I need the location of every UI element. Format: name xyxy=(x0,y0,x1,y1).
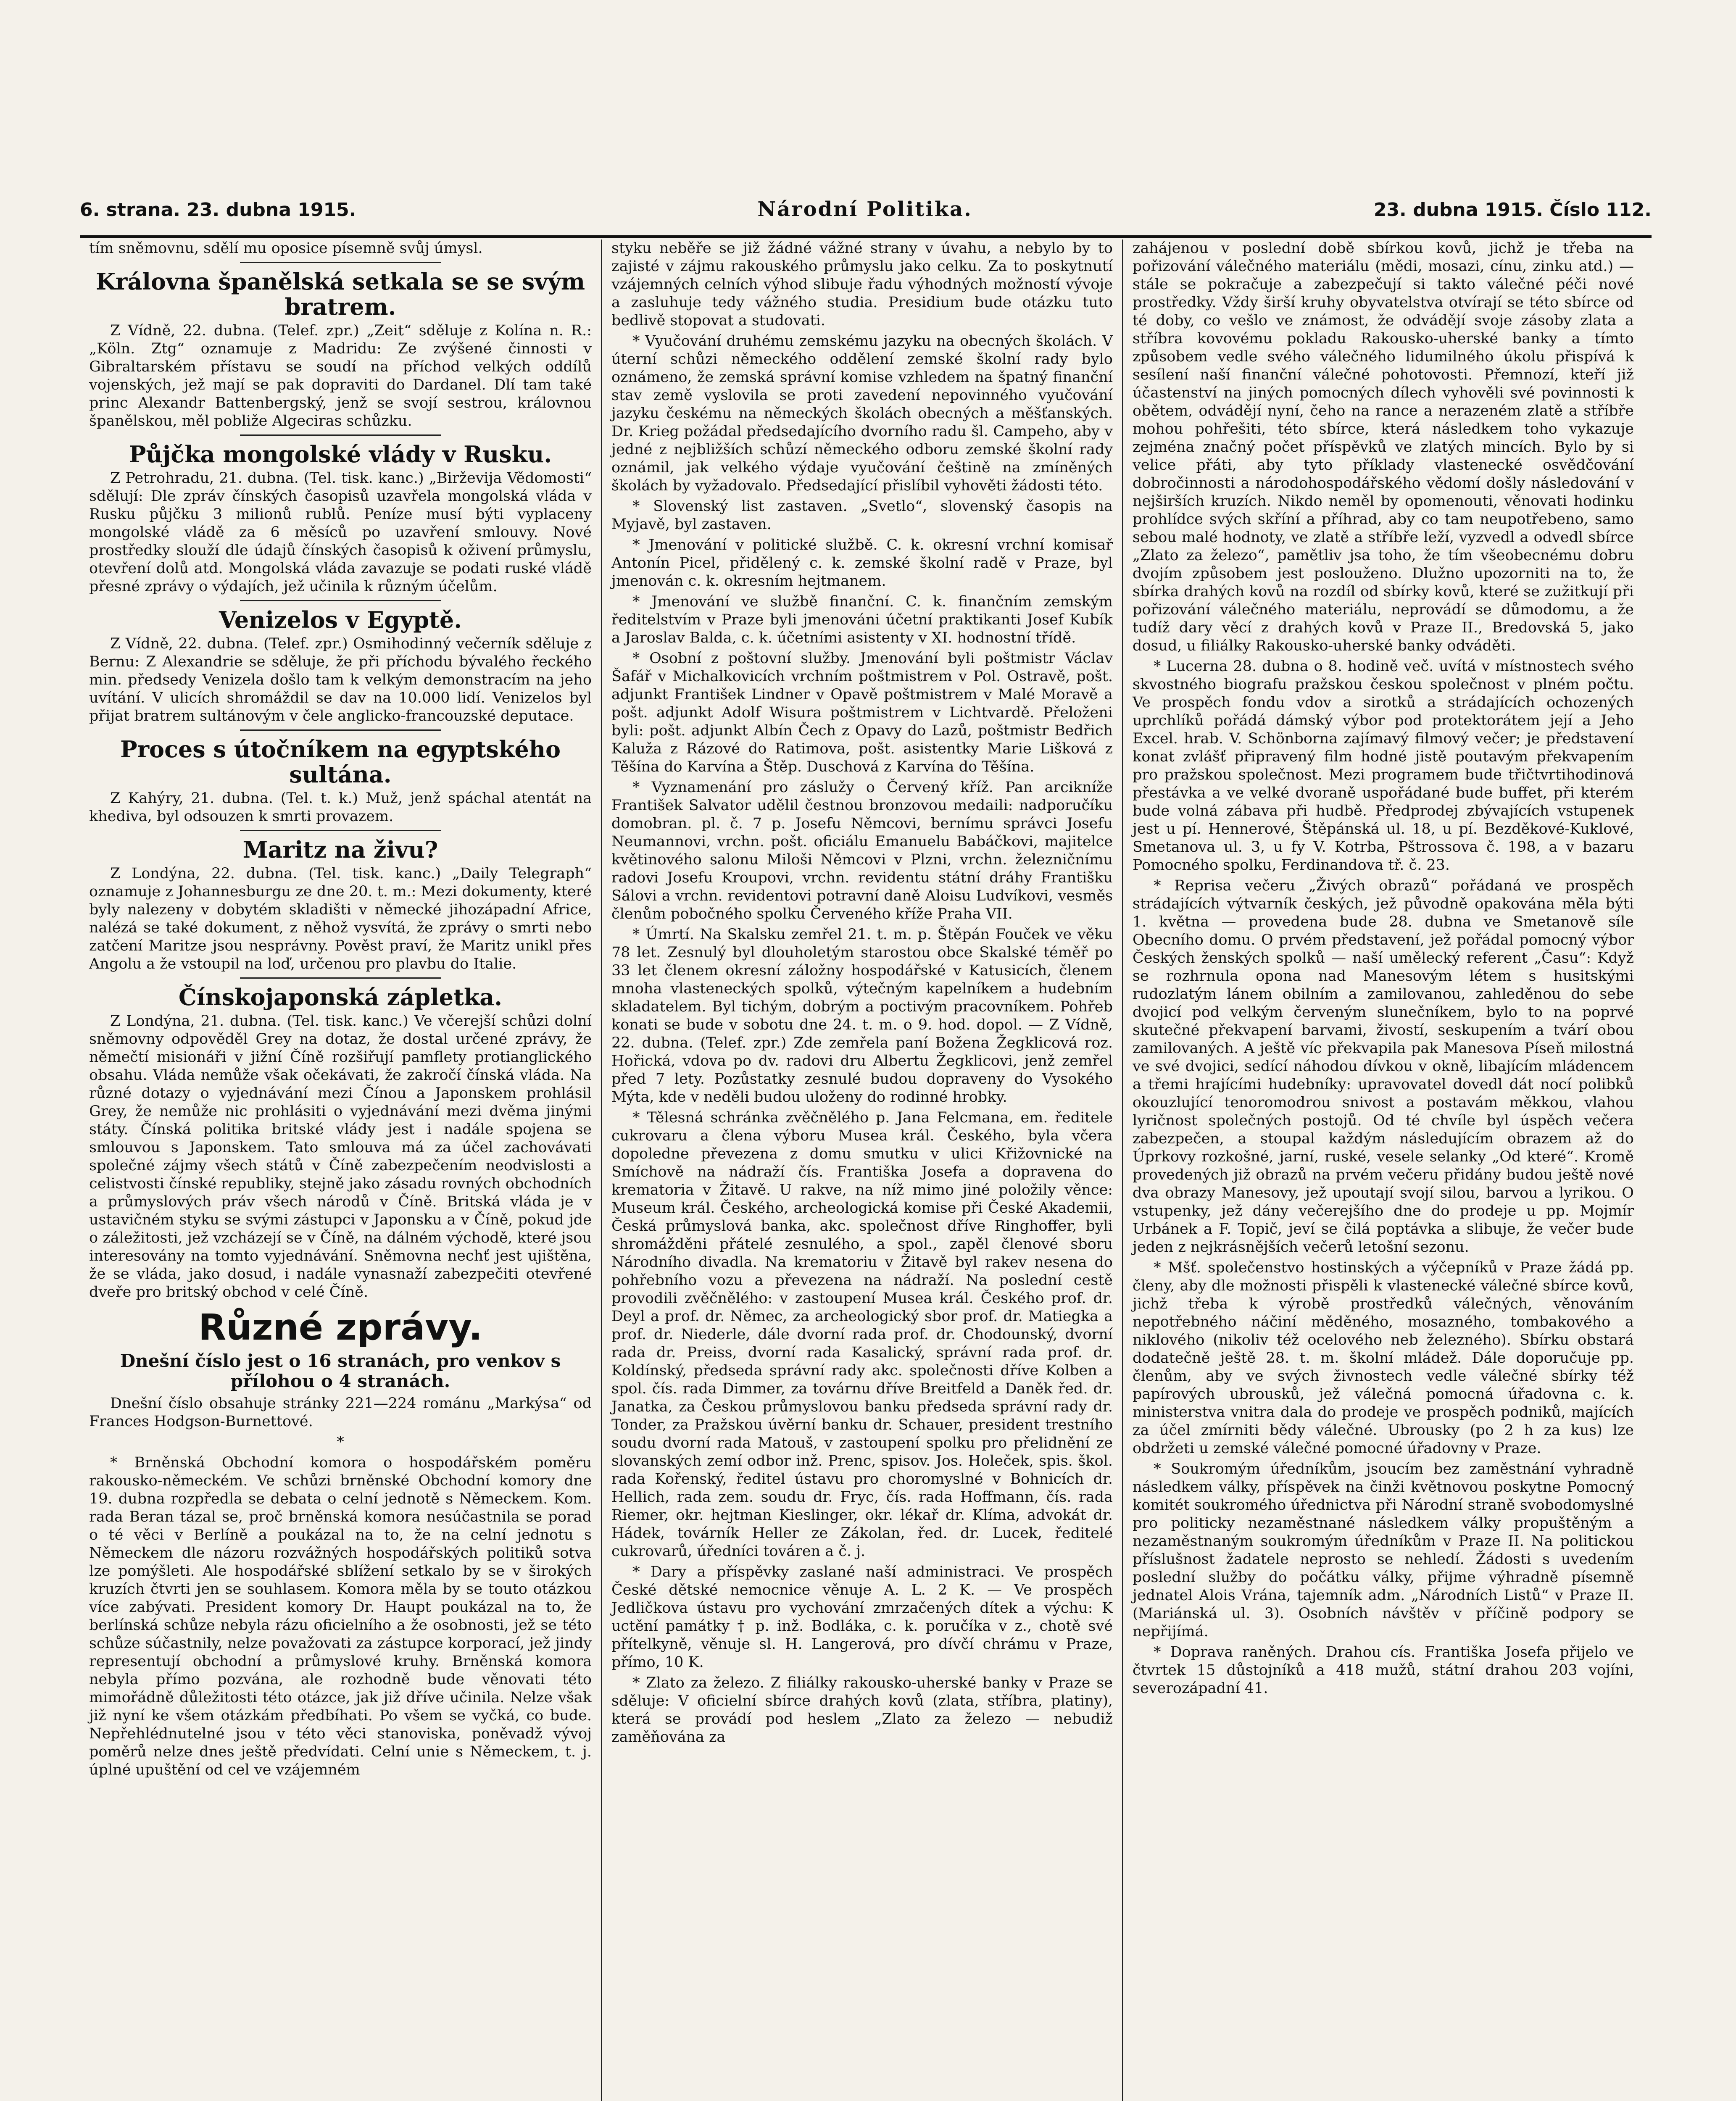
paragraph: * Úmrtí. Na Skalsku zemřel 21. t. m. p. Štěpán Fouček ve věku 78 let. Zesnulý byl dlouholetým starostou obce Skalské téměř po 33 let členem okresní záložny hospodářské v Katusicích, členem mnoha vlasteneckých spolků, výtečným kapelníkem a hudebním skladatelem. Byl tichým, dobrým a poctivým pracovníkem. Pohřeb konati se bude v sobotu dne 24. t. m. o 9. hod. dopol. — Z Vídně, 22. dubna. (Telef. zpr.) Zde zemřela paní Božena Žegklicová roz. Hořická, vdova po dv. radovi dru Albertu Žegklicovi, jenž zemřel před 7 lety. Pozůstatky zesnulé budou dopraveny do Vysokého Mýta, kde v neděli budou uloženy do rodinné hrobky. xyxy=(611,926,1113,1106)
column-1 xyxy=(80,240,601,2101)
headline: Maritz na živu? xyxy=(242,836,438,863)
paragraph: Z Kahýry, 21. dubna. (Tel. t. k.) Muž, jenž spáchal atentát na khediva, byl odsouzen k smrti provazem. xyxy=(89,790,592,825)
paragraph: * Zlato za železo. Z filiálky rakousko-uherské banky v Praze se sděluje: V oficielní sbírce drahých kovů (zlata, stříbra, platiny), která se provádí pod heslem „Zlato za železo — nebudiž zaměňována za xyxy=(611,1674,1113,1746)
divider xyxy=(240,262,441,263)
divider xyxy=(240,434,441,436)
separator-star: * xyxy=(337,1434,344,1451)
divider xyxy=(240,729,441,731)
divider xyxy=(240,600,441,601)
paragraph: * Mšť. společenstvo hostinských a výčepníků v Praze žádá pp. členy, aby dle možnosti přispěli k vlastenecké válečné sbírce kovů, jichž třeba k výrobě prostředků válečných, věnováním nepotřebného náčiní měděného, mosazného, tombakového a niklového (nikoliv též ocelového neb železného). Sbírku obstará dodatečně ještě 28. t. m. školní mládež. Dále doporučuje pp. členům, aby ve svých živnostech vedle válečné sbírky též papírových ubrousků, jež válečná pomocná úřadovna c. k. ministerstva vnitra dala do prodeje ve prospěch podniků, majících za účel zmírniti bědy válečné. Ubrousky (po 2 h za kus) lze obdržeti u zemské válečné pomocné úřadovny v Praze. xyxy=(1133,1259,1634,1457)
paragraph: styku neběře se již žádné vážné strany v úvahu, a nebylo by to zajisté v zájmu rakouského průmyslu jako celku. Za to poskytnutí vzájemných celních výhod slibuje řadu výhodných možností vývoje a zasluhuje tedy vážného studia. Presidium bude otázku tuto bedlivě stopovat a studovati. xyxy=(611,240,1113,329)
paragraph: Dnešní číslo obsahuje stránky 221—224 románu „Markýsa“ od Frances Hodgson-Burnettové. xyxy=(89,1395,592,1430)
paragraph: Z Londýna, 21. dubna. (Tel. tisk. kanc.) Ve včerejší schůzi dolní sněmovny odpověděl Grey na dotaz, že dostal určené zprávy, že němečtí misionáři v jižní Číně rozšiřují pamflety protianglického obsahu. Vláda nemůže však očekávati, že zakročí čínská vláda. Na různé dotazy o vyjednávání mezi Čínou a Japonskem prohlásil Grey, že nemůže nic prohlásiti o vyjednávání mezi dvěma jinými státy. Čínská politika britské vlády jest i nadále spojena se smlouvou s Japonskem. Tato smlouva má za účel zachovávati společné zájmy všech států v Číně zabezpečením neodvislosti a celistvosti čínské republiky, stejně jako zásadu rovných obchodních a průmyslových práv všech národů v Číně. Britská vláda je v ustavičném styku se svými zástupci v Japonsku a v Číně, pokud jde o záležitosti, jež vzcházejí se v Číně, na dálném východě, které jsou interesovány na tomto vyjednávání. Sněmovna nechť jest ujištěna, že se vláda, jako dosud, i nadále vynasnaží zabezpečiti otevřené dveře pro britský obchod v celé Číně. xyxy=(89,1013,592,1301)
paragraph: zahájenou v poslední době sbírkou kovů, jichž je třeba na pořizování válečného materiálu (mědi, mosazi, cínu, zinku atd.) — stále se pokračuje a zabezpečují si takto válečné péči nové prostředky. Vždy širší kruhy obyvatelstva otvírají se této sbírce od té doby, co vešlo ve známost, že odvádějí svoje zásoby zlata a stříbra kovovému pokladu Rakousko-uherské banky a tímto způsobem vedle svého válečného lidumilného úkolu přispívá k sesílení naší finanční válečné pohotovosti. Přemnozí, kteří již účastenství na jiných pomocných dílech vyhověli své povinnosti k obětem, odvádějí nyní, čeho na rance a nerazeném zlatě a stříbře mohou pohřešiti, této sbírce, která následkem toho vykazuje zejména značný počet příspěvků ve zlatých mincích. Bylo by si velice přáti, aby tyto příklady vlastenecké osvědčování dobročinnosti a národohospodářského vědomí došly následování v nejširších kruzích. Nikdo neměl by opomenouti, věnovati hodinku prohlídce svých skříní a příhrad, aby co tam neupotřebeno, samo sebou malé hodnoty, ve zlatě a stříbře leží, vyzvedl a odvedl sbírce „Zlato za železo“, pamětliv jsa toho, že tím všeobecnému dobru dvojím způsobem jest poslouženo. Dlužno upozorniti na to, že sbírka drahých kovů na rozdíl od sbírky kovů, které se zužitkují při pořizování válečného materiálu, neprovádí se důmodomu, a že tudíž dary věcí z drahých kovů v Praze II., Bredovská 5, jako dosud, u filiálky Rakousko-uherské banky odváděti. xyxy=(1133,240,1634,654)
paragraph: * Osobní z poštovní služby. Jmenování byli poštmistr Václav Šafář v Michalkovicích vrchním poštmistrem v Pol. Ostravě, pošt. adjunkt František Lindner v Opavě poštmistrem v Malé Moravě a pošt. adjunkt Adolf Wisura poštmistrem v Lichtvardě. Přeloženi byli: pošt. adjunkt Albín Čech z Opavy do Lazů, poštmistr Bedřich Kaluža z Rázové do Ratimova, pošt. asistentky Marie Lišková z Těšína do Karvína a Štěp. Duschová z Karvína do Těšína. xyxy=(611,650,1113,775)
subheadline: Dnešní číslo jest o 16 stranách, pro venkov s přílohou o 4 stranách. xyxy=(120,1351,561,1391)
paragraph: * Vyučování druhému zemskému jazyku na obecných školách. V úterní schůzi německého oddělení zemské školní rady bylo oznámeno, že zemská správní komise vzhledem na špatný finanční stav země vyslovila se proti zavedení nepovinného vyučování jazyku českému na německých školách obecných a měšťanských. Dr. Krieg požádal předsedajícího dvorního radu šl. Campeho, aby v jedné z nejbližších schůzí německého odboru zemské školní rady oznámil, jak velkého výdaje vyučování češtině na zmíněných školách by vyžadovalo. Předsedající přislíbil vyhověti žádosti této. xyxy=(611,333,1113,494)
column-3 xyxy=(1122,240,1643,2101)
page-header xyxy=(80,197,1652,238)
paragraph: * Vyznamenání pro záslužy o Červený kříž. Pan arcikníže František Salvator udělil čestnou bronzovou medaili: nadporučíku domobran. pl. č. 7 p. Josefu Němcovi, bernímu správci Josefu Neumannovi, vrchn. pošt. oficiálu Emanuelu Babáčkovi, majitelce květinového salonu Miloši Němcovi v Plzni, vrchn. železničnímu radovi Josefu Kroupovi, vrchn. revidentu státní dráhy Františku Sálovi a vrchn. revidentovi potravní daně Aloisu Ludvíkovi, vesměs členům pobočného spolku Červeného kříže Praha VII. xyxy=(611,779,1113,922)
divider xyxy=(240,977,441,979)
newspaper-page xyxy=(80,197,1652,2101)
header-left: 6. strana. 23. dubna 1915. xyxy=(80,199,356,221)
headline: Proces s útočníkem na egyptského sultána. xyxy=(120,736,561,788)
section-title: Různé zprávy. xyxy=(198,1306,482,1348)
paragraph: * Jmenování v politické službě. C. k. okresní vrchní komisař Antonín Picel, přidělený c. k. zemské školní radě v Praze, byl jmenován c. k. okresním hejtmanem. xyxy=(611,537,1113,590)
paragraph: * Dary a příspěvky zaslané naší administraci. Ve prospěch České dětské nemocnice věnuje A. L. 2 K. — Ve prospěch Jedličkova ústavu pro vychování zmrzačených dítek a výchu: K uctění památky † p. inž. Bodláka, c. k. poručíka v z., chotě své přítelkyně, věnuje sl. H. Langerová, pro dívčí chrámu v Praze, přímo, 10 K. xyxy=(611,1564,1113,1671)
paragraph: Z Vídně, 22. dubna. (Telef. zpr.) Osmihodinný večerník sděluje z Bernu: Z Alexandrie se sděluje, že při příchodu bývalého řeckého min. předsedy Venizela došlo tam k velkým demonstracím na jeho uvítání. V ulicích shromáždil se dav na 10.000 lidí. Venizelos byl přijat bratrem sultánovým v čele anglicko-francouzské deputace. xyxy=(89,635,592,724)
headline: Královna španělská setkala se se svým bratrem. xyxy=(95,268,585,320)
paragraph: * Tělesná schránka zvěčnělého p. Jana Felcmana, em. ředitele cukrovaru a člena výboru Musea král. Českého, byla včera dopoledne převezena z domu smutku v ulici Křižovnické na Smíchově na nádraží čís. Františka Josefa a dopravena do krematoria v Žitavě. U rakve, na níž mimo jiné položily věnce: Museum král. Českého, archeologická komise při České Akademii, Česká průmyslová banka, akc. společnost dříve Ringhoffer, byli shromážděni přátelé zesnulého, a spol., zapěl členové sboru Národního divadla. Na krematoriu v Žitavě byl rakev nesena do pohřebního vozu a převezena na nádraží. Na poslední cestě provodili zvěčnělého: v zastoupení Musea král. Českého prof. dr. Deyl a prof. dr. Němec, za archeologický sbor prof. dr. Matiegka a prof. dr. Niederle, dále dvorní rada prof. dr. Chodounský, dvorní rada dr. Preiss, dvorní rada Kasalický, správní rada prof. dr. Koldínský, předseda správní rady akc. společnosti dříve Kolben a spol. čís. rada Dimmer, za továrnu dříve Breitfeld a Daněk řed. dr. Janatka, za Českou průmyslovou banku předseda správní rady dr. Tonder, za Pražskou úvěrní banku dr. Schauer, president trestního soudu dvorní rada Matouš, v zastoupení spolku pro přelidnění ze slovanských zemí odbor inž. Prenc, spisov. Jos. Holeček, spis. škol. rada Kořenský, ředitel ústavu pro choromyslné v Bohnicích dr. Hellich, rada zem. soudu dr. Fryc, čís. rada Hoffmann, čís. rada Riemer, okr. hejtman Kieslinger, okr. lékař dr. Klíma, advokát dr. Hádek, továrník Heller ze Zákolan, řed. dr. Lucek, ředitelé cukrovarů, úředníci továren a č. j. xyxy=(611,1109,1113,1560)
masthead: Národní Politika. xyxy=(757,197,972,221)
divider xyxy=(240,830,441,831)
paragraph: * Reprisa večeru „Živých obrazů“ pořádaná ve prospěch strádajících výtvarník českých, jež původně opakována měla býti 1. května — provedena bude 28. dubna ve Smetanově síle Obecního domu. O prvém představení, jež pořádal pomocný výbor Českých ženských spolků — naší umělecký referent „Času“: Když se rozhrnula opona nad Manesovým létem s husitskými rudozlatým lánem obilním a zamilovanou, zahleděnou do sebe dvojicí pod velkým červeným slunečníkem, bylo to na poprvé skutečné překvapení barvami, živostí, seskupením a tvárí obou zamilovaných. A ještě víc překvapila pak Manesova Píseň milostná ve své dvojici, sedící náhodou dívkou v okně, libajícím mládencem a třemi hrajícími hudebníky: upravovatel dovedl dát nocí polibků okouzlující tenoromodrou snivost a postavám měkkou, vlahou lyričnost společných postojů. Od té chvíle byl úspěch večera zabezpečen, a stoupal každým následujícím obrazem až do Úprkovy rozkošné, jarní, ruské, vesele selanky „Od které“. Kromě provedených již obrazů na prvém večeru přidány budou ještě nové dva obrazy Manesovy, jež upoutají svojí silou, barvou a lyrikou. O vstupenky, jež dány večerejšího dne do prodeje u pp. Mojmír Urbánek a F. Topič, jeví se čilá poptávka a slibuje, že večer bude jeden z nejkrásnějších večerů letošní sezonu. xyxy=(1133,877,1634,1256)
paragraph: * Brněnská Obchodní komora o hospodářském poměru rakousko-německém. Ve schůzi brněnské Obchodní komory dne 19. dubna rozpředla se debata o celní jednotě s Německem. Kom. rada Beran tázal se, proč brněnská komora nesúčastnila se porad o té věci v Berlíně a poukázal na to, že na celní jednotu s Německem dle názoru rozvážných hospodářských politiků sotva lze pomýšleti. Ale hospodářské sblížení setkalo by se v širokých kruzích čtvrti jen se souhlasem. Komora měla by se touto otázkou více zabývati. President komory Dr. Haupt poukázal na to, že berlínská schůze nebyla rázu oficielního a že osobnosti, jež se této schůze súčastnily, nelze považovati za zástupce korporací, jež jindy representují obchodní a průmyslové kruhy. Brněnská komora nebyla přímo pozvána, ale rozhodně bude věnovati této mimořádně důležitosti této otázce, jak již dříve učinila. Nelze však již nyní ke všem otázkám předbíhati. Po všem se vyčká, co bude. Nepřehlédnutelné jsou v této věci stanoviska, poněvadž vývoj poměrů nelze dnes ještě předvídati. Celní unie s Německem, t. j. úplné upuštění od cel ve vzájemném xyxy=(89,1454,592,1778)
paragraph: Z Vídně, 22. dubna. (Telef. zpr.) „Zeit“ sděluje z Kolína n. R.: „Köln. Ztg“ oznamuje z Madridu: Ze zvýšené činnosti v Gibraltarském přístavu se soudí na příchod velkých oddílů vojenských, jež mají se pak dopraviti do Dardanel. Dlí tam také princ Alexandr Battenbergský, jenž se svojí sestrou, královnou španělskou, měl pobliže Algeciras schůzku. xyxy=(89,322,592,429)
header-right: 23. dubna 1915. Číslo 112. xyxy=(1373,199,1652,221)
paragraph: Z Petrohradu, 21. dubna. (Tel. tisk. kanc.) „Birževija Vědomosti“ sdělují: Dle zpráv čínských časopisů uzavřela mongolská vláda v Rusku půjčku 3 milionů rublů. Peníze musí býti vyplaceny mongolské vládě za 6 měsíců po uzavření smlouvy. Nové prostředky slouží dle údajů čínských časopisů k oživení průmyslu, otevření dolů atd. Mongolská vláda zavazuje se podati ruské vládě přesné zprávy o výdajích, jež učinila k různým účelům. xyxy=(89,470,592,595)
paragraph: * Lucerna 28. dubna o 8. hodině več. uvítá v místnostech svého skvostného biografu pražskou českou společnost v plném počtu. Ve prospěch fondu vdov a sirotků a strádajících ochozených uprchlíků pořádá dámský výbor pod protektorátem její a Jeho Excel. hrab. V. Schönborna zajímavý filmový večer; je představení konat zvlášť připravený film hodné jistě poutavým překvapením pro pražskou společnost. Mezi programem bude třičtvrtihodinová přestávka a ve velké dvoraně uspořádané bude buffet, při kterém bude volná zábava při hudbě. Předprodej zbývajících vstupenek jest u pí. Hennerové, Štěpánská ul. 18, u pí. Bezděkové-Kuklové, Smetanova ul. 3, u fy V. Kotrba, Pštrossova č. 198, a v bazaru Pomocného spolku, Ferdinandova tř. č. 23. xyxy=(1133,658,1634,874)
columns xyxy=(80,240,1652,2101)
headline: Venizelos v Egyptě. xyxy=(219,606,462,633)
headline: Půjčka mongolské vlády v Rusku. xyxy=(129,441,552,468)
column-2 xyxy=(601,240,1122,2101)
paragraph: * Slovenský list zastaven. „Svetlo“, slovenský časopis na Myjavě, byl zastaven. xyxy=(611,498,1113,533)
paragraph: * Doprava raněných. Drahou cís. Františka Josefa přijelo ve čtvrtek 15 důstojníků a 418 mužů, státní drahou 203 vojíni, severozápadní 41. xyxy=(1133,1644,1634,1697)
paragraph: tím sněmovnu, sdělí mu oposice písemně svůj úmysl. xyxy=(89,240,483,257)
paragraph: * Soukromým úředníkům, jsoucím bez zaměstnání vyhradně následkem války, příspěvek na činži květnovou poskytne Pomocný komitét soukromého úřednictva při Národní straně svobodomyslné pro politicky nezaměstnané následkem války propuštěným a nezaměstnaným soukromým úředníkům v Praze II. Na politickou příslušnost žadatele neprosto se nehledí. Žádosti s uvedením poslední služby do počátku války, přijme výhradně písemně jednatel Alois Vrána, tajemník adm. „Národních Listů“ v Praze II. (Mariánská ul. 3). Osobních návštěv v příčině podpory se nepřijímá. xyxy=(1133,1461,1634,1640)
paragraph: * Jmenování ve službě finanční. C. k. finančním zemským ředitelstvím v Praze byli jmenováni účetní praktikanti Josef Kubík a Jaroslav Balda, c. k. účetními asistenty v XI. hodnostní třídě. xyxy=(611,593,1113,646)
headline: Čínskojaponská zápletka. xyxy=(178,984,503,1011)
paragraph: Z Londýna, 22. dubna. (Tel. tisk. kanc.) „Daily Telegraph“ oznamuje z Johannesburgu ze dne 20. t. m.: Mezi dokumenty, které byly nalezeny v dobytém skladišti v německé jihozápadní Africe, nalézá se také dokument, z něhož vysvítá, že zprávy o smrti nebo zatčení Maritze jsou nesprávny. Pověst praví, že Maritz unikl přes Angolu a že vstoupil na loď, určenou pro plavbu do Italie. xyxy=(89,865,592,972)
